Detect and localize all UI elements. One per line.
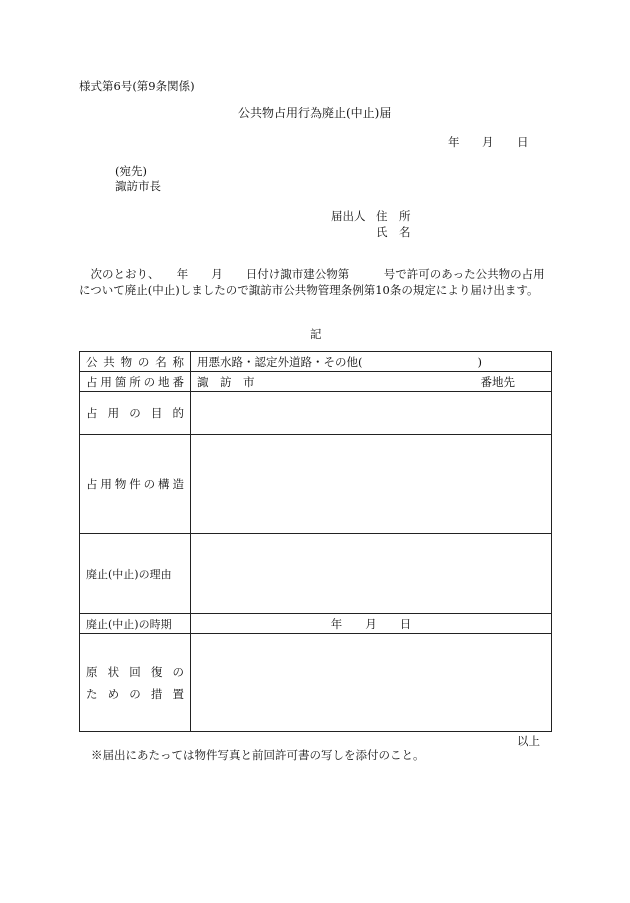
label-text: 占 用 箇 所 の 地 番 (86, 374, 184, 389)
table-row (80, 634, 552, 732)
notifier-label: 届出人 (331, 209, 366, 223)
value-reason (191, 534, 552, 614)
label-structure (80, 435, 191, 534)
label-text: 公 共 物 の 名 称 (86, 354, 184, 369)
date-month: 月 (482, 135, 494, 149)
body-text: 次のとおり、 年 月 日付け諏市建公物第 号で許可のあった公共物の占用について廃止(中止)しましたので諏訪市公共物管理条例第10条の規定により届け出ます。 (79, 267, 545, 297)
label-occupied-lot-number (80, 372, 191, 392)
table-row (80, 392, 552, 435)
table-row (80, 534, 552, 614)
lot-suffix: 番地先 (480, 374, 515, 389)
label-timing (80, 614, 191, 634)
document-title: 公共物占用行為廃止(中止)届 (238, 106, 392, 120)
end-mark: 以上 (517, 734, 540, 748)
label-text: 廃止(中止)の理由 (86, 567, 172, 581)
ki-heading: 記 (310, 327, 322, 341)
label-purpose (80, 392, 191, 435)
label-restoration (80, 634, 191, 732)
value-timing: 年 月 日 (191, 614, 552, 634)
city-name: 諏 訪 市 (197, 374, 255, 389)
table-row (80, 614, 552, 634)
form-table (79, 351, 552, 732)
label-public-property-name (80, 352, 191, 372)
addressee-name: 諏訪市長 (115, 179, 161, 193)
label-line-2: た め の 措 置 (86, 686, 184, 701)
form-number: 様式第6号(第9条関係) (79, 79, 195, 93)
addressee-label: (宛先) (115, 164, 147, 178)
value-structure (191, 435, 552, 534)
label-text: 占 用 物 件 の 構 造 (86, 477, 184, 491)
table-row (80, 435, 552, 534)
label-line-1: 原 状 回 復 の (86, 664, 184, 679)
notifier-address-label: 住 所 (376, 209, 411, 223)
label-reason (80, 534, 191, 614)
value-purpose (191, 392, 552, 435)
date-day: 日 (517, 135, 529, 149)
value-public-property-name: 用悪水路・認定外道路・その他( ) (191, 352, 552, 372)
label-text: 占 用 の 目 的 (86, 406, 184, 420)
table-row (80, 372, 552, 392)
footnote: ※届出にあたっては物件写真と前回許可書の写しを添付のこと。 (91, 748, 425, 762)
notifier-name-label: 氏 名 (376, 225, 411, 239)
date-year: 年 (448, 135, 460, 149)
value-occupied-lot-number (191, 372, 552, 392)
table-row (80, 352, 552, 372)
value-restoration (191, 634, 552, 732)
label-text: 廃止(中止)の時期 (86, 617, 172, 631)
